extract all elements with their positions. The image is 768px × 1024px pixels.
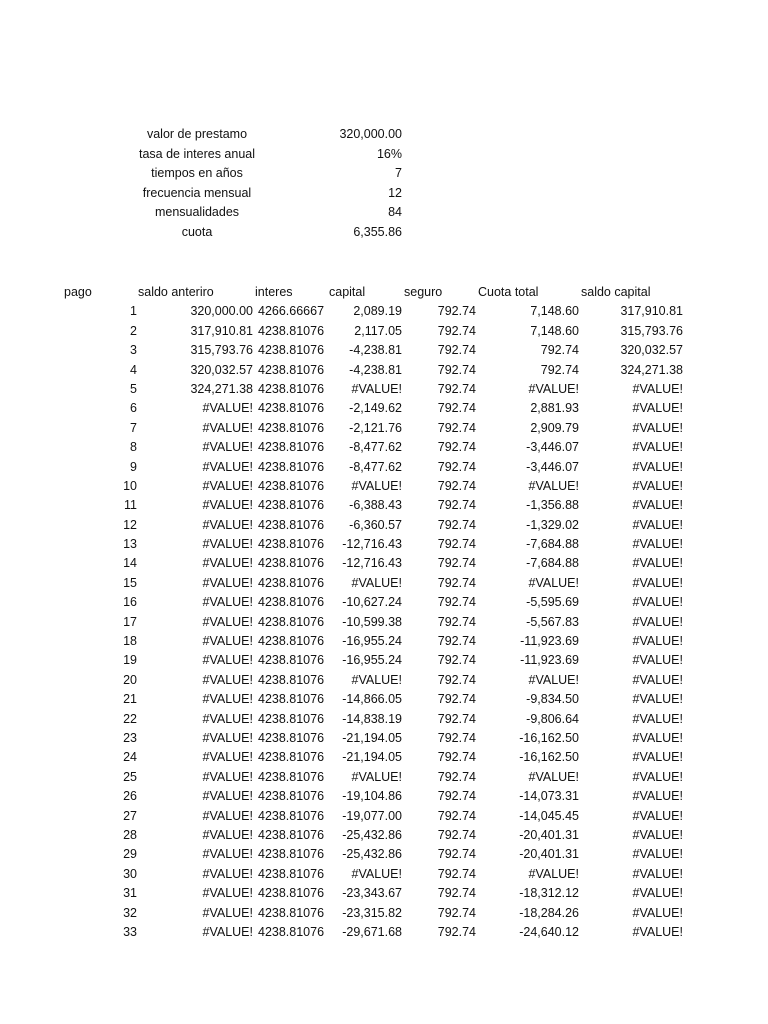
cell-pago[interactable]: 4 bbox=[130, 362, 137, 377]
cell-saldo-anterior[interactable]: #VALUE! bbox=[202, 517, 253, 532]
cell-saldo-anterior[interactable]: #VALUE! bbox=[202, 905, 253, 920]
cell-pago[interactable]: 27 bbox=[123, 808, 137, 823]
cell-capital[interactable]: -4,238.81 bbox=[349, 343, 402, 358]
summary-row-annual-rate bbox=[0, 147, 768, 167]
cell-saldo-capital[interactable]: #VALUE! bbox=[632, 420, 683, 435]
cell-interes[interactable]: 4238.81076 bbox=[258, 692, 325, 707]
table-row bbox=[0, 904, 768, 923]
cell-saldo-capital[interactable]: #VALUE! bbox=[632, 769, 683, 784]
cell-saldo-anterior[interactable]: #VALUE! bbox=[202, 401, 253, 416]
table-row bbox=[0, 865, 768, 884]
cell-saldo-capital[interactable]: #VALUE! bbox=[632, 711, 683, 726]
cell-saldo-anterior[interactable]: 320,032.57 bbox=[190, 362, 253, 377]
cell-cuota-total[interactable]: -5,595.69 bbox=[526, 595, 579, 610]
cell-interes[interactable]: 4238.81076 bbox=[258, 808, 325, 823]
cell-pago[interactable]: 33 bbox=[123, 924, 137, 939]
cell-interes[interactable]: 4266.66667 bbox=[258, 304, 325, 319]
cell-seguro[interactable]: 792.74 bbox=[437, 827, 476, 842]
table-row bbox=[0, 399, 768, 418]
cell-pago[interactable]: 24 bbox=[123, 750, 137, 765]
cell-pago[interactable]: 5 bbox=[130, 381, 137, 396]
cell-seguro[interactable]: 792.74 bbox=[437, 750, 476, 765]
table-row bbox=[0, 554, 768, 573]
cell-seguro[interactable]: 792.74 bbox=[437, 614, 476, 629]
cell-seguro[interactable]: 792.74 bbox=[437, 886, 476, 901]
cell-saldo-capital[interactable]: #VALUE! bbox=[632, 575, 683, 590]
cell-seguro[interactable]: 792.74 bbox=[437, 769, 476, 784]
cell-seguro[interactable]: 792.74 bbox=[437, 478, 476, 493]
cell-saldo-anterior[interactable]: #VALUE! bbox=[202, 847, 253, 862]
cell-capital[interactable]: -23,315.82 bbox=[342, 905, 402, 920]
cell-seguro[interactable]: 792.74 bbox=[437, 905, 476, 920]
cell-saldo-anterior[interactable]: #VALUE! bbox=[202, 827, 253, 842]
cell-interes[interactable]: 4238.81076 bbox=[258, 440, 325, 455]
cell-interes[interactable]: 4238.81076 bbox=[258, 769, 325, 784]
cell-seguro[interactable]: 792.74 bbox=[437, 789, 476, 804]
cell-interes[interactable]: 4238.81076 bbox=[258, 634, 325, 649]
cell-pago[interactable]: 12 bbox=[123, 517, 137, 532]
cell-pago[interactable]: 10 bbox=[123, 478, 137, 493]
cell-saldo-capital[interactable]: #VALUE! bbox=[632, 498, 683, 513]
cell-pago[interactable]: 1 bbox=[130, 304, 137, 319]
cell-saldo-capital[interactable]: #VALUE! bbox=[632, 924, 683, 939]
cell-cuota-total[interactable]: -18,312.12 bbox=[519, 886, 579, 901]
cell-saldo-anterior[interactable]: #VALUE! bbox=[202, 886, 253, 901]
cell-seguro[interactable]: 792.74 bbox=[437, 711, 476, 726]
summary-value[interactable]: 6,355.86 bbox=[353, 224, 402, 239]
cell-seguro[interactable]: 792.74 bbox=[437, 847, 476, 862]
cell-saldo-capital[interactable]: #VALUE! bbox=[632, 750, 683, 765]
cell-cuota-total[interactable]: -24,640.12 bbox=[519, 924, 579, 939]
cell-saldo-anterior[interactable]: #VALUE! bbox=[202, 653, 253, 668]
cell-capital[interactable]: -25,432.86 bbox=[342, 827, 402, 842]
cell-saldo-anterior[interactable]: #VALUE! bbox=[202, 750, 253, 765]
cell-seguro[interactable]: 792.74 bbox=[437, 420, 476, 435]
cell-saldo-capital[interactable]: #VALUE! bbox=[632, 808, 683, 823]
cell-interes[interactable]: 4238.81076 bbox=[258, 459, 325, 474]
table-row bbox=[0, 787, 768, 806]
cell-seguro[interactable]: 792.74 bbox=[437, 672, 476, 687]
cell-pago[interactable]: 21 bbox=[123, 692, 137, 707]
table-row bbox=[0, 302, 768, 321]
column-header-seguro[interactable]: seguro bbox=[404, 285, 443, 299]
cell-saldo-anterior[interactable]: #VALUE! bbox=[202, 711, 253, 726]
cell-pago[interactable]: 22 bbox=[123, 711, 137, 726]
cell-pago[interactable]: 7 bbox=[130, 420, 137, 435]
cell-pago[interactable]: 13 bbox=[123, 537, 137, 552]
cell-interes[interactable]: 4238.81076 bbox=[258, 711, 325, 726]
cell-cuota-total[interactable]: 792.74 bbox=[540, 343, 579, 358]
cell-pago[interactable]: 16 bbox=[123, 595, 137, 610]
cell-capital[interactable]: #VALUE! bbox=[351, 381, 402, 396]
cell-saldo-anterior[interactable]: #VALUE! bbox=[202, 575, 253, 590]
cell-capital[interactable]: -21,194.05 bbox=[342, 750, 402, 765]
cell-interes[interactable]: 4238.81076 bbox=[258, 827, 325, 842]
cell-saldo-anterior[interactable]: #VALUE! bbox=[202, 769, 253, 784]
cell-saldo-anterior[interactable]: #VALUE! bbox=[202, 924, 253, 939]
cell-seguro[interactable]: 792.74 bbox=[437, 401, 476, 416]
cell-saldo-capital[interactable]: #VALUE! bbox=[632, 827, 683, 842]
cell-interes[interactable]: 4238.81076 bbox=[258, 866, 325, 881]
cell-cuota-total[interactable]: #VALUE! bbox=[528, 381, 579, 396]
cell-interes[interactable]: 4238.81076 bbox=[258, 575, 325, 590]
cell-saldo-anterior[interactable]: #VALUE! bbox=[202, 440, 253, 455]
table-row bbox=[0, 748, 768, 767]
cell-cuota-total[interactable]: #VALUE! bbox=[528, 575, 579, 590]
cell-saldo-anterior[interactable]: #VALUE! bbox=[202, 420, 253, 435]
table-row bbox=[0, 729, 768, 748]
cell-pago[interactable]: 9 bbox=[130, 459, 137, 474]
cell-interes[interactable]: 4238.81076 bbox=[258, 323, 325, 338]
cell-interes[interactable]: 4238.81076 bbox=[258, 498, 325, 513]
cell-cuota-total[interactable]: -11,923.69 bbox=[520, 653, 579, 668]
table-row bbox=[0, 710, 768, 729]
cell-pago[interactable]: 20 bbox=[123, 672, 137, 687]
cell-capital[interactable]: -19,104.86 bbox=[342, 789, 402, 804]
cell-interes[interactable]: 4238.81076 bbox=[258, 730, 325, 745]
cell-saldo-anterior[interactable]: #VALUE! bbox=[202, 730, 253, 745]
column-header-interes[interactable]: interes bbox=[255, 285, 293, 299]
cell-interes[interactable]: 4238.81076 bbox=[258, 362, 325, 377]
cell-cuota-total[interactable]: -9,806.64 bbox=[526, 711, 579, 726]
cell-cuota-total[interactable]: -14,073.31 bbox=[519, 789, 579, 804]
cell-saldo-anterior[interactable]: 320,000.00 bbox=[190, 304, 253, 319]
cell-saldo-anterior[interactable]: #VALUE! bbox=[202, 692, 253, 707]
table-row bbox=[0, 516, 768, 535]
cell-capital[interactable]: -2,149.62 bbox=[349, 401, 402, 416]
cell-capital[interactable]: -8,477.62 bbox=[349, 440, 402, 455]
cell-interes[interactable]: 4238.81076 bbox=[258, 847, 325, 862]
cell-capital[interactable]: -6,388.43 bbox=[349, 498, 402, 513]
table-row bbox=[0, 477, 768, 496]
cell-saldo-anterior[interactable]: #VALUE! bbox=[202, 672, 253, 687]
cell-capital[interactable]: -16,955.24 bbox=[342, 634, 402, 649]
amortization-table bbox=[0, 283, 768, 942]
cell-seguro[interactable]: 792.74 bbox=[437, 575, 476, 590]
cell-seguro[interactable]: 792.74 bbox=[437, 381, 476, 396]
cell-cuota-total[interactable]: 2,909.79 bbox=[530, 420, 579, 435]
cell-pago[interactable]: 32 bbox=[123, 905, 137, 920]
table-header-row bbox=[0, 283, 768, 302]
table-row bbox=[0, 671, 768, 690]
cell-pago[interactable]: 19 bbox=[123, 653, 137, 668]
cell-interes[interactable]: 4238.81076 bbox=[258, 653, 325, 668]
cell-capital[interactable]: -6,360.57 bbox=[349, 517, 402, 532]
cell-saldo-anterior[interactable]: 317,910.81 bbox=[190, 323, 253, 338]
cell-cuota-total[interactable]: #VALUE! bbox=[528, 478, 579, 493]
cell-cuota-total[interactable]: 7,148.60 bbox=[530, 304, 579, 319]
cell-seguro[interactable]: 792.74 bbox=[437, 537, 476, 552]
cell-seguro[interactable]: 792.74 bbox=[437, 362, 476, 377]
cell-seguro[interactable]: 792.74 bbox=[437, 304, 476, 319]
cell-saldo-capital[interactable]: #VALUE! bbox=[632, 595, 683, 610]
cell-saldo-capital[interactable]: #VALUE! bbox=[632, 614, 683, 629]
cell-capital[interactable]: -19,077.00 bbox=[342, 808, 402, 823]
cell-capital[interactable]: -23,343.67 bbox=[342, 886, 402, 901]
cell-seguro[interactable]: 792.74 bbox=[437, 808, 476, 823]
cell-capital[interactable]: -10,599.38 bbox=[342, 614, 402, 629]
cell-pago[interactable]: 26 bbox=[123, 789, 137, 804]
cell-saldo-capital[interactable]: #VALUE! bbox=[632, 653, 683, 668]
cell-cuota-total[interactable]: -14,045.45 bbox=[519, 808, 579, 823]
cell-saldo-capital[interactable]: 317,910.81 bbox=[620, 304, 683, 319]
cell-saldo-anterior[interactable]: #VALUE! bbox=[202, 459, 253, 474]
cell-seguro[interactable]: 792.74 bbox=[437, 730, 476, 745]
cell-saldo-anterior[interactable]: 315,793.76 bbox=[190, 343, 253, 358]
cell-cuota-total[interactable]: -3,446.07 bbox=[526, 459, 579, 474]
table-row bbox=[0, 651, 768, 670]
cell-capital[interactable]: -8,477.62 bbox=[349, 459, 402, 474]
summary-label[interactable]: frecuencia mensual bbox=[142, 185, 252, 200]
cell-pago[interactable]: 11 bbox=[124, 498, 137, 513]
cell-saldo-capital[interactable]: #VALUE! bbox=[632, 730, 683, 745]
summary-row-installments bbox=[0, 205, 768, 225]
table-row bbox=[0, 322, 768, 341]
cell-saldo-anterior[interactable]: #VALUE! bbox=[202, 614, 253, 629]
cell-saldo-capital[interactable]: #VALUE! bbox=[632, 381, 683, 396]
cell-seguro[interactable]: 792.74 bbox=[437, 866, 476, 881]
cell-saldo-capital[interactable]: #VALUE! bbox=[632, 634, 683, 649]
cell-cuota-total[interactable]: -1,356.88 bbox=[526, 498, 579, 513]
table-row bbox=[0, 923, 768, 942]
summary-value[interactable]: 12 bbox=[388, 185, 402, 200]
cell-capital[interactable]: -4,238.81 bbox=[349, 362, 402, 377]
cell-pago[interactable]: 30 bbox=[123, 866, 137, 881]
cell-interes[interactable]: 4238.81076 bbox=[258, 614, 325, 629]
summary-value[interactable]: 320,000.00 bbox=[339, 127, 402, 141]
cell-cuota-total[interactable]: -3,446.07 bbox=[526, 440, 579, 455]
cell-capital[interactable]: -10,627.24 bbox=[342, 595, 402, 610]
cell-capital[interactable]: #VALUE! bbox=[351, 575, 402, 590]
cell-seguro[interactable]: 792.74 bbox=[437, 440, 476, 455]
cell-pago[interactable]: 23 bbox=[123, 730, 137, 745]
cell-capital[interactable]: #VALUE! bbox=[351, 672, 402, 687]
cell-pago[interactable]: 17 bbox=[123, 614, 137, 629]
summary-label[interactable]: tiempos en años bbox=[151, 166, 243, 180]
summary-row-payment bbox=[0, 225, 768, 245]
cell-saldo-capital[interactable]: #VALUE! bbox=[632, 866, 683, 881]
table-body bbox=[0, 302, 768, 942]
cell-seguro[interactable]: 792.74 bbox=[437, 459, 476, 474]
cell-capital[interactable]: #VALUE! bbox=[351, 478, 402, 493]
cell-saldo-anterior[interactable]: #VALUE! bbox=[202, 808, 253, 823]
cell-cuota-total[interactable]: -18,284.26 bbox=[519, 905, 579, 920]
cell-seguro[interactable]: 792.74 bbox=[437, 653, 476, 668]
cell-pago[interactable]: 15 bbox=[123, 575, 137, 590]
cell-pago[interactable]: 25 bbox=[123, 769, 137, 784]
cell-capital[interactable]: -14,838.19 bbox=[342, 711, 402, 726]
cell-capital[interactable]: #VALUE! bbox=[351, 866, 402, 881]
cell-cuota-total[interactable]: -16,162.50 bbox=[519, 750, 579, 765]
cell-cuota-total[interactable]: 2,881.93 bbox=[530, 401, 579, 416]
cell-interes[interactable]: 4238.81076 bbox=[258, 343, 325, 358]
cell-pago[interactable]: 28 bbox=[123, 827, 137, 842]
cell-saldo-capital[interactable]: #VALUE! bbox=[632, 478, 683, 493]
cell-seguro[interactable]: 792.74 bbox=[437, 634, 476, 649]
cell-cuota-total[interactable]: 7,148.60 bbox=[530, 323, 579, 338]
cell-saldo-capital[interactable]: #VALUE! bbox=[632, 517, 683, 532]
cell-pago[interactable]: 18 bbox=[123, 634, 137, 649]
cell-cuota-total[interactable]: -7,684.88 bbox=[526, 537, 579, 552]
table-row bbox=[0, 574, 768, 593]
cell-cuota-total[interactable]: -11,923.69 bbox=[520, 634, 579, 649]
cell-saldo-anterior[interactable]: #VALUE! bbox=[202, 789, 253, 804]
cell-capital[interactable]: 2,117.05 bbox=[354, 323, 402, 338]
cell-cuota-total[interactable]: #VALUE! bbox=[528, 769, 579, 784]
cell-seguro[interactable]: 792.74 bbox=[437, 692, 476, 707]
cell-saldo-capital[interactable]: 324,271.38 bbox=[620, 362, 683, 377]
cell-interes[interactable]: 4238.81076 bbox=[258, 556, 325, 571]
table-row bbox=[0, 826, 768, 845]
cell-saldo-capital[interactable]: #VALUE! bbox=[632, 886, 683, 901]
cell-saldo-anterior[interactable]: #VALUE! bbox=[202, 556, 253, 571]
cell-interes[interactable]: 4238.81076 bbox=[258, 672, 325, 687]
cell-interes[interactable]: 4238.81076 bbox=[258, 517, 325, 532]
column-header-pago[interactable]: pago bbox=[64, 285, 92, 299]
cell-interes[interactable]: 4238.81076 bbox=[258, 420, 325, 435]
cell-saldo-anterior[interactable]: #VALUE! bbox=[202, 498, 253, 513]
cell-seguro[interactable]: 792.74 bbox=[437, 595, 476, 610]
cell-pago[interactable]: 14 bbox=[123, 556, 137, 571]
cell-capital[interactable]: #VALUE! bbox=[351, 769, 402, 784]
cell-saldo-capital[interactable]: #VALUE! bbox=[632, 440, 683, 455]
table-row bbox=[0, 613, 768, 632]
summary-value[interactable]: 84 bbox=[388, 205, 402, 219]
cell-capital[interactable]: 2,089.19 bbox=[353, 304, 402, 319]
table-row bbox=[0, 361, 768, 380]
table-row bbox=[0, 593, 768, 612]
column-header-cuota-total[interactable]: Cuota total bbox=[478, 285, 539, 299]
column-header-capital[interactable]: capital bbox=[329, 285, 366, 299]
cell-saldo-anterior[interactable]: #VALUE! bbox=[202, 537, 253, 552]
cell-cuota-total[interactable]: -9,834.50 bbox=[526, 692, 579, 707]
cell-capital[interactable]: -16,955.24 bbox=[342, 653, 402, 668]
cell-saldo-capital[interactable]: #VALUE! bbox=[632, 905, 683, 920]
table-row bbox=[0, 341, 768, 360]
cell-seguro[interactable]: 792.74 bbox=[437, 498, 476, 513]
cell-saldo-capital[interactable]: #VALUE! bbox=[632, 459, 683, 474]
cell-cuota-total[interactable]: -20,401.31 bbox=[519, 827, 579, 842]
cell-cuota-total[interactable]: 792.74 bbox=[540, 362, 579, 377]
cell-saldo-capital[interactable]: #VALUE! bbox=[632, 556, 683, 571]
column-header-saldo-capital[interactable]: saldo capital bbox=[581, 285, 651, 299]
cell-saldo-anterior[interactable]: #VALUE! bbox=[202, 634, 253, 649]
cell-saldo-capital[interactable]: #VALUE! bbox=[632, 789, 683, 804]
cell-interes[interactable]: 4238.81076 bbox=[258, 924, 325, 939]
summary-label[interactable]: tasa de interes anual bbox=[138, 146, 256, 161]
summary-value[interactable]: 16% bbox=[376, 146, 402, 161]
cell-capital[interactable]: -29,671.68 bbox=[342, 924, 402, 939]
cell-seguro[interactable]: 792.74 bbox=[437, 924, 476, 939]
cell-pago[interactable]: 8 bbox=[130, 440, 137, 455]
column-header-saldo-anterior[interactable]: saldo anteriro bbox=[138, 285, 214, 299]
cell-saldo-anterior[interactable]: 324,271.38 bbox=[190, 381, 253, 396]
cell-saldo-anterior[interactable]: #VALUE! bbox=[202, 478, 253, 493]
cell-saldo-capital[interactable]: 315,793.76 bbox=[620, 323, 683, 338]
table-row bbox=[0, 496, 768, 515]
cell-cuota-total[interactable]: -7,684.88 bbox=[526, 556, 579, 571]
cell-interes[interactable]: 4238.81076 bbox=[258, 478, 325, 493]
cell-capital[interactable]: -21,194.05 bbox=[342, 730, 402, 745]
cell-cuota-total[interactable]: -5,567.83 bbox=[526, 614, 579, 629]
cell-saldo-capital[interactable]: 320,032.57 bbox=[620, 343, 683, 358]
cell-saldo-capital[interactable]: #VALUE! bbox=[632, 692, 683, 707]
summary-label[interactable]: mensualidades bbox=[154, 205, 240, 219]
table-row bbox=[0, 380, 768, 399]
summary-label[interactable]: cuota bbox=[181, 224, 213, 239]
table-row bbox=[0, 768, 768, 787]
table-row bbox=[0, 845, 768, 864]
cell-interes[interactable]: 4238.81076 bbox=[258, 401, 325, 416]
cell-pago[interactable]: 31 bbox=[123, 886, 137, 901]
cell-cuota-total[interactable]: -20,401.31 bbox=[519, 847, 579, 862]
cell-saldo-capital[interactable]: #VALUE! bbox=[632, 537, 683, 552]
cell-pago[interactable]: 6 bbox=[130, 401, 137, 416]
cell-cuota-total[interactable]: -1,329.02 bbox=[526, 517, 579, 532]
cell-cuota-total[interactable]: -16,162.50 bbox=[519, 730, 579, 745]
cell-interes[interactable]: 4238.81076 bbox=[258, 750, 325, 765]
cell-interes[interactable]: 4238.81076 bbox=[258, 381, 325, 396]
cell-pago[interactable]: 2 bbox=[130, 323, 137, 338]
summary-row-years bbox=[0, 166, 768, 186]
table-row bbox=[0, 458, 768, 477]
cell-saldo-capital[interactable]: #VALUE! bbox=[632, 401, 683, 416]
table-row bbox=[0, 690, 768, 709]
cell-seguro[interactable]: 792.74 bbox=[437, 556, 476, 571]
cell-seguro[interactable]: 792.74 bbox=[437, 323, 476, 338]
cell-interes[interactable]: 4238.81076 bbox=[258, 789, 325, 804]
cell-seguro[interactable]: 792.74 bbox=[437, 517, 476, 532]
loan-summary bbox=[0, 127, 768, 244]
cell-cuota-total[interactable]: #VALUE! bbox=[528, 672, 579, 687]
cell-interes[interactable]: 4238.81076 bbox=[258, 905, 325, 920]
summary-row-frequency bbox=[0, 186, 768, 206]
cell-capital[interactable]: -12,716.43 bbox=[342, 537, 402, 552]
table-row bbox=[0, 535, 768, 554]
summary-label[interactable]: valor de prestamo bbox=[146, 127, 248, 141]
cell-saldo-capital[interactable]: #VALUE! bbox=[632, 847, 683, 862]
cell-saldo-anterior[interactable]: #VALUE! bbox=[202, 866, 253, 881]
cell-interes[interactable]: 4238.81076 bbox=[258, 886, 325, 901]
cell-saldo-anterior[interactable]: #VALUE! bbox=[202, 595, 253, 610]
cell-interes[interactable]: 4238.81076 bbox=[258, 595, 325, 610]
cell-capital[interactable]: -2,121.76 bbox=[349, 420, 402, 435]
table-row bbox=[0, 884, 768, 903]
table-row bbox=[0, 807, 768, 826]
cell-capital[interactable]: -14,866.05 bbox=[342, 692, 402, 707]
cell-saldo-capital[interactable]: #VALUE! bbox=[632, 672, 683, 687]
summary-row-loan-amount bbox=[0, 127, 768, 147]
cell-interes[interactable]: 4238.81076 bbox=[258, 537, 325, 552]
table-row bbox=[0, 419, 768, 438]
table-row bbox=[0, 632, 768, 651]
cell-seguro[interactable]: 792.74 bbox=[437, 343, 476, 358]
cell-capital[interactable]: -12,716.43 bbox=[342, 556, 402, 571]
cell-pago[interactable]: 29 bbox=[123, 847, 137, 862]
cell-capital[interactable]: -25,432.86 bbox=[342, 847, 402, 862]
table-row bbox=[0, 438, 768, 457]
cell-cuota-total[interactable]: #VALUE! bbox=[528, 866, 579, 881]
cell-pago[interactable]: 3 bbox=[130, 343, 137, 358]
summary-value[interactable]: 7 bbox=[395, 166, 402, 180]
